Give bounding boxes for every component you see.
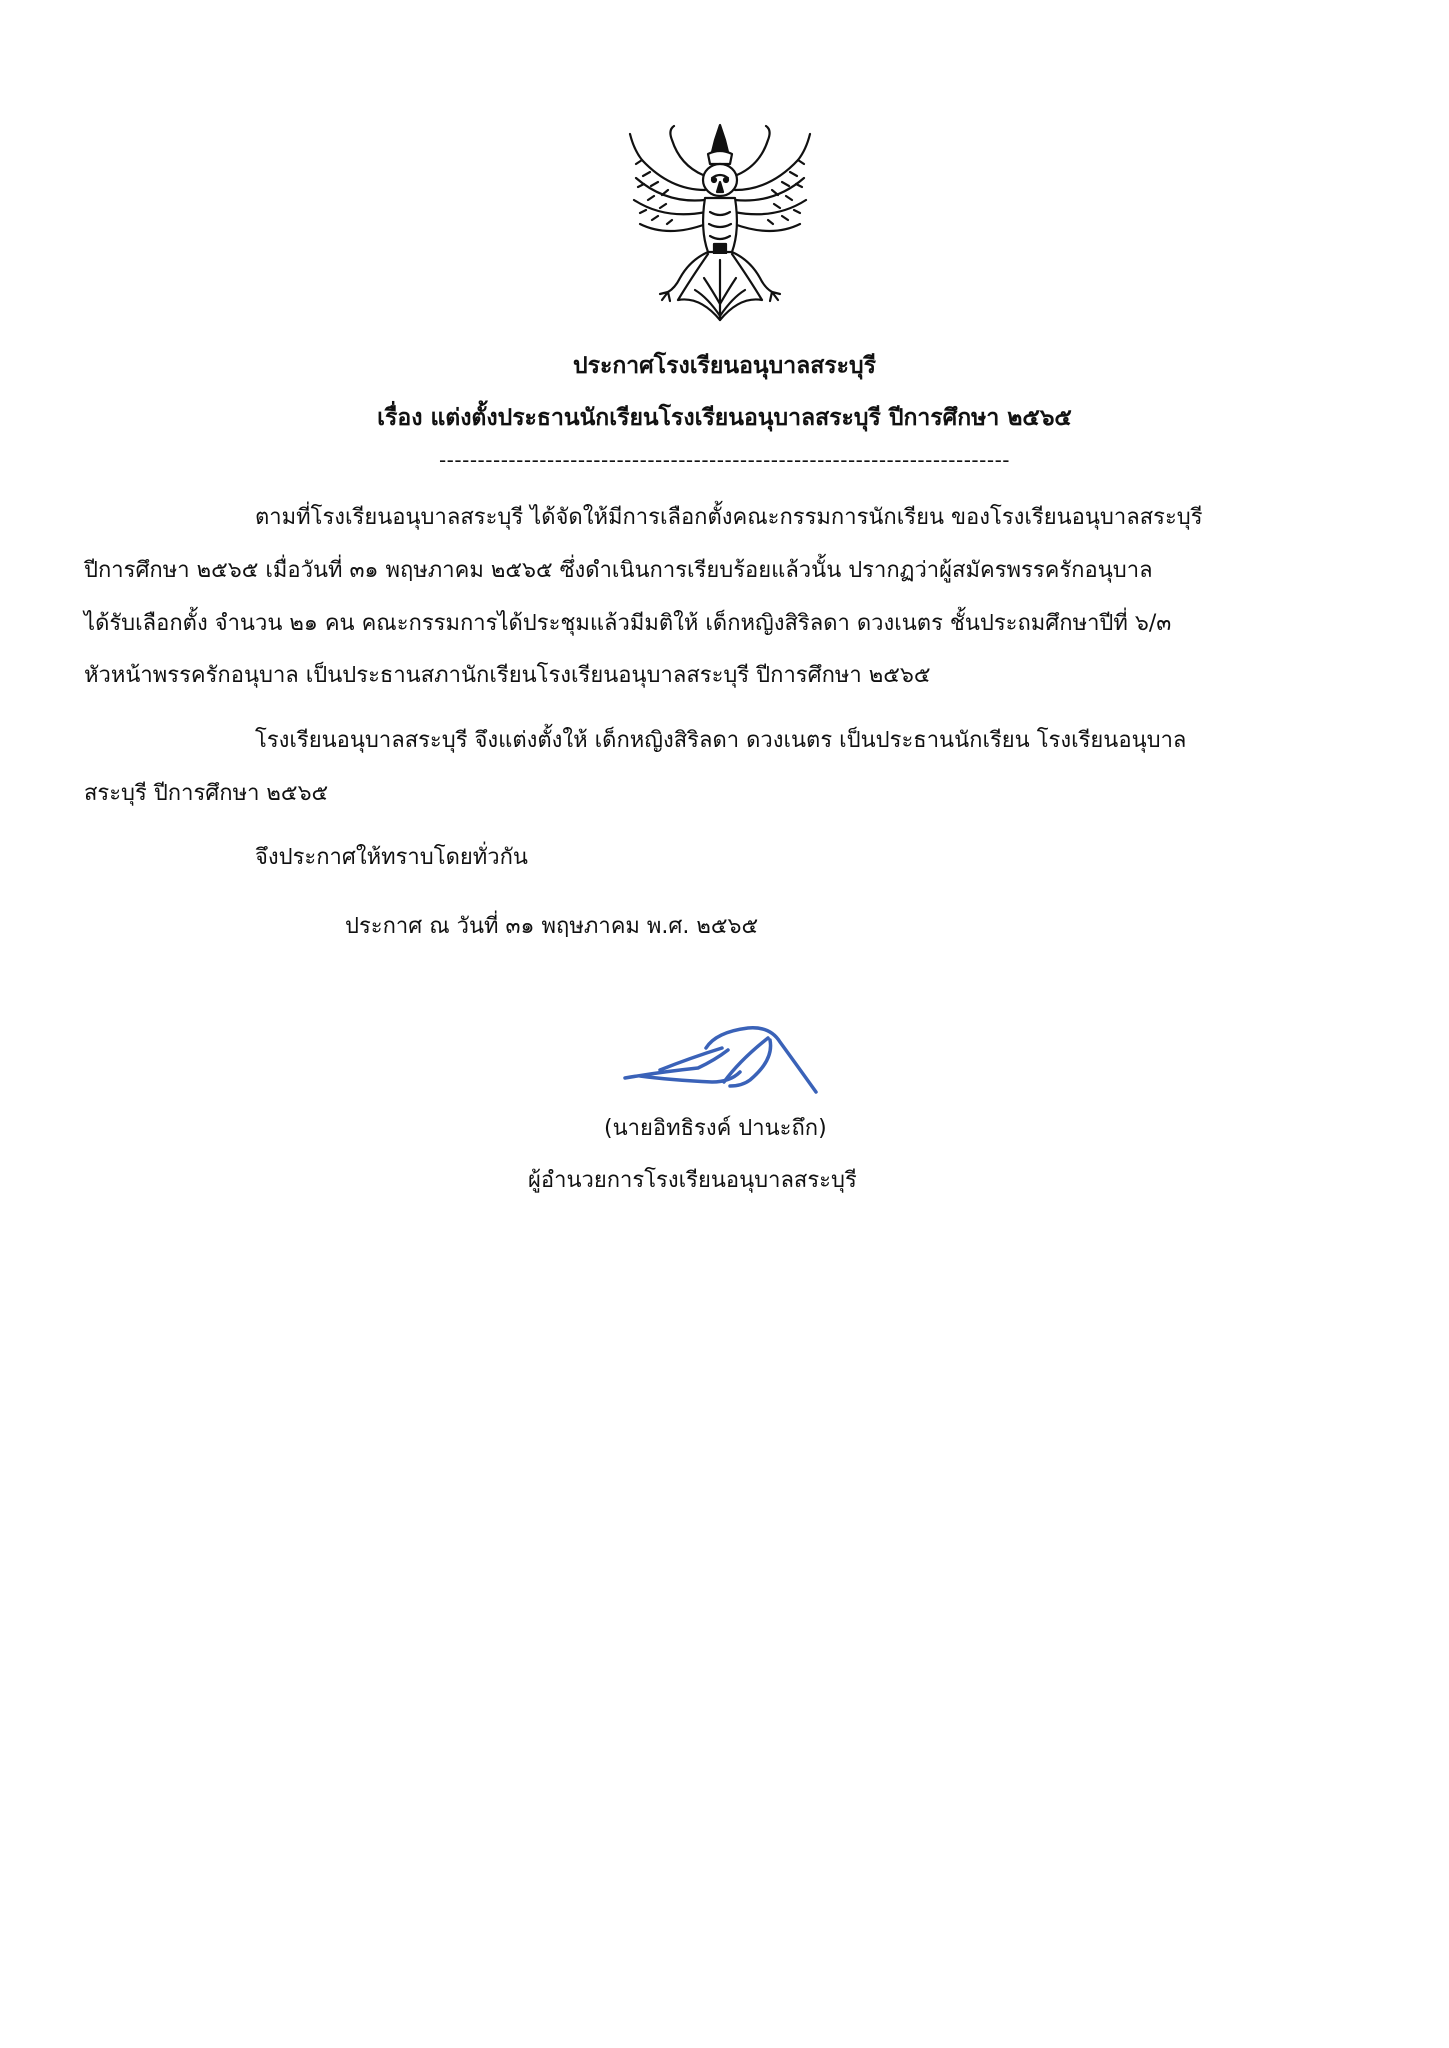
separator-line: -------------------------------------------------------------------------- [438, 448, 1011, 472]
page-title: ประกาศโรงเรียนอนุบาลสระบุรี [573, 353, 876, 379]
subject-line: เรื่อง แต่งตั้งประธานนักเรียนโรงเรียนอนุบาลสระบุรี ปีการศึกษา ๒๕๖๕ [377, 405, 1072, 431]
paragraph2-line-2: สระบุรี ปีการศึกษา ๒๕๖๕ [84, 781, 329, 806]
paragraph1-line-2: ปีการศึกษา ๒๕๖๕ เมื่อวันที่ ๓๑ พฤษภาคม ๒๕๖๕ ซึ่งดำเนินการเรียบร้อยแล้วนั้น ปรากฏว่าผู้สมัครพรรครักอนุบาล [84, 558, 1153, 583]
signer-name: (นายอิทธิรงค์ ปานะถึก) [604, 1116, 827, 1141]
garuda-emblem-icon [620, 120, 820, 335]
closing-line: จึงประกาศให้ทราบโดยทั่วกัน [255, 845, 528, 870]
paragraph1-line-4: หัวหน้าพรรครักอนุบาล เป็นประธานสภานักเรียนโรงเรียนอนุบาลสระบุรี ปีการศึกษา ๒๕๖๕ [84, 663, 931, 688]
paragraph1-line-1: ตามที่โรงเรียนอนุบาลสระบุรี ได้จัดให้มีการเลือกตั้งคณะกรรมการนักเรียน ของโรงเรียนอนุบาลสระบุรี [255, 505, 1203, 530]
announce-date: ประกาศ ณ วันที่ ๓๑ พฤษภาคม พ.ศ. ๒๕๖๕ [345, 914, 759, 939]
paragraph2-line-1: โรงเรียนอนุบาลสระบุรี จึงแต่งตั้งให้ เด็กหญิงสิริลดา ดวงเนตร เป็นประธานนักเรียน โรงเรียนอนุบาล [255, 728, 1187, 753]
signer-position: ผู้อำนวยการโรงเรียนอนุบาลสระบุรี [528, 1168, 857, 1193]
paragraph1-line-3: ได้รับเลือกตั้ง จำนวน ๒๑ คน คณะกรรมการได้ประชุมแล้วมีมติให้ เด็กหญิงสิริลดา ดวงเนตร ชั้นประถมศึกษาปีที่ ๖/๓ [84, 611, 1172, 636]
